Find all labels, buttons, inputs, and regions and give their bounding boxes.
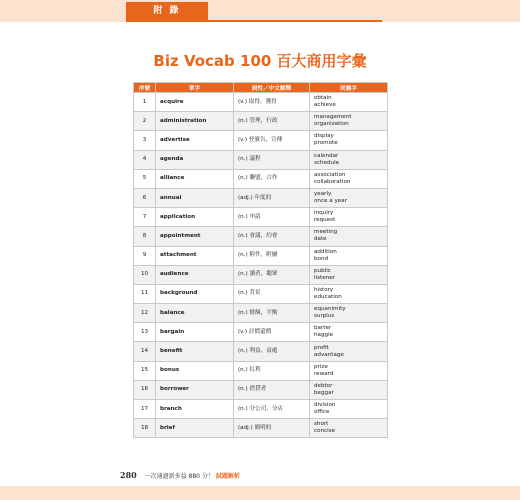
column-header-word: 單字 [156,83,234,93]
row-number: 18 [134,419,156,438]
row-synonyms [310,361,388,380]
top-decorative-band [0,0,520,22]
row-number: 13 [134,323,156,342]
row-meaning: (v.) 討價還價 [234,323,310,342]
row-word: branch [156,400,234,419]
table-row [134,323,388,342]
synonym-text: inquiry [314,210,334,217]
header-rule [126,20,382,22]
synonym-text: concise [314,428,336,435]
row-meaning: (n.) 附件，附屬 [234,246,310,265]
synonym-text: education [314,293,342,300]
synonym-text: display [314,133,334,140]
row-synonyms [310,227,388,246]
row-meaning: (n.) 分公司，分店 [234,400,310,419]
row-word: bonus [156,361,234,380]
synonym-text: history [314,286,334,293]
column-header-meaning: 詞性／中文解釋 [234,83,310,93]
table-row [134,169,388,188]
synonym-text: public [314,267,331,274]
synonym-text: promote [314,140,338,147]
table-row [134,93,388,112]
row-synonyms [310,419,388,438]
synonym-text: collaboration [314,178,351,185]
table-row [134,150,388,169]
row-synonyms [310,304,388,323]
synonym-text: addition [314,248,337,255]
row-meaning: (v.) 取得，獲得 [234,93,310,112]
table-row [134,361,388,380]
synonym-text: organization [314,121,349,128]
synonym-text: meeting [314,229,338,236]
row-meaning: (n.) 讀者，聽眾 [234,265,310,284]
synonym-text: surplus [314,313,335,320]
table-row [134,284,388,303]
synonym-text: schedule [314,159,340,166]
synonym-text: prize [314,363,328,370]
synonym-text: beggar [314,389,334,396]
synonym-text: reward [314,370,334,377]
synonym-text: calendar [314,152,339,159]
synonym-text: obtain [314,95,332,102]
row-number: 16 [134,380,156,399]
row-number: 11 [134,284,156,303]
synonym-text: achieve [314,102,336,109]
row-word: borrower [156,380,234,399]
synonym-text: management [314,114,352,121]
table-row [134,380,388,399]
synonym-text: division [314,402,336,409]
row-synonyms [310,169,388,188]
table-row [134,400,388,419]
row-synonyms [310,208,388,227]
row-word: background [156,284,234,303]
row-meaning: (n.) 紅利 [234,361,310,380]
row-number: 8 [134,227,156,246]
table-header-row [134,83,388,93]
page-footer [120,470,240,480]
footer-section: 試題解析 [215,473,240,480]
row-meaning: (n.) 背景 [234,284,310,303]
bottom-decorative-band [0,486,520,500]
row-synonyms [310,112,388,131]
row-number: 15 [134,361,156,380]
synonym-text: bond [314,255,329,262]
row-number: 7 [134,208,156,227]
row-meaning: (adj.) 年度的 [234,188,310,207]
row-synonyms [310,265,388,284]
synonym-text: profit [314,344,329,351]
row-word: attachment [156,246,234,265]
row-synonyms [310,284,388,303]
row-number: 1 [134,93,156,112]
row-meaning: (n.) 餘額，平衡 [234,304,310,323]
row-meaning: (n.) 管理，行政 [234,112,310,131]
row-word: annual [156,188,234,207]
synonym-text: request [314,217,336,224]
row-word: audience [156,265,234,284]
row-number: 10 [134,265,156,284]
row-synonyms [310,131,388,150]
row-word: acquire [156,93,234,112]
appendix-tab: 附 錄 [126,2,208,20]
synonym-text: yearly [314,191,332,198]
synonym-text: listener [314,274,335,281]
synonym-text: equanimity [314,306,346,313]
table-row [134,304,388,323]
table-row [134,246,388,265]
synonym-text: once a year [314,198,347,205]
synonym-text: advantage [314,351,344,358]
table-row [134,419,388,438]
row-synonyms [310,400,388,419]
vocab-table [133,82,388,438]
row-synonyms [310,342,388,361]
row-meaning: (n.) 聯盟，合作 [234,169,310,188]
row-number: 6 [134,188,156,207]
row-synonyms [310,323,388,342]
page-number: 280 [120,470,137,480]
row-meaning: (n.) 會議，約會 [234,227,310,246]
table-row [134,208,388,227]
row-meaning: (n.) 申請 [234,208,310,227]
row-word: application [156,208,234,227]
row-meaning: (adj.) 簡明的 [234,419,310,438]
row-number: 12 [134,304,156,323]
row-number: 9 [134,246,156,265]
row-synonyms [310,380,388,399]
row-number: 17 [134,400,156,419]
row-number: 4 [134,150,156,169]
row-number: 5 [134,169,156,188]
row-word: bargain [156,323,234,342]
row-word: appointment [156,227,234,246]
table-row [134,265,388,284]
row-synonyms [310,150,388,169]
row-synonyms [310,246,388,265]
row-word: brief [156,419,234,438]
row-number: 14 [134,342,156,361]
synonym-text: debtor [314,382,333,389]
row-word: administration [156,112,234,131]
table-body [134,93,388,438]
table-row [134,342,388,361]
row-word: alliance [156,169,234,188]
synonym-text: association [314,171,346,178]
synonym-text: barter [314,325,332,332]
page-title: Biz Vocab 100 百大商用字彙 [153,52,367,70]
row-number: 2 [134,112,156,131]
row-meaning: (v.) 登廣告，宣傳 [234,131,310,150]
column-header-synonyms: 同義字 [310,83,388,93]
row-meaning: (n.) 利益，益處 [234,342,310,361]
book-title: 一次通過新多益 880 分！ [144,473,214,480]
synonym-text: office [314,409,330,416]
column-header-number: 序號 [134,83,156,93]
row-number: 3 [134,131,156,150]
synonym-text: haggle [314,332,334,339]
table-row [134,227,388,246]
row-word: benefit [156,342,234,361]
table-row [134,112,388,131]
synonym-text: date [314,236,327,243]
synonym-text: short [314,421,329,428]
row-meaning: (n.) 議程 [234,150,310,169]
row-word: agenda [156,150,234,169]
row-meaning: (n.) 借貸者 [234,380,310,399]
row-synonyms [310,93,388,112]
row-synonyms [310,188,388,207]
table-row [134,131,388,150]
row-word: balance [156,304,234,323]
row-word: advertise [156,131,234,150]
table-row [134,188,388,207]
